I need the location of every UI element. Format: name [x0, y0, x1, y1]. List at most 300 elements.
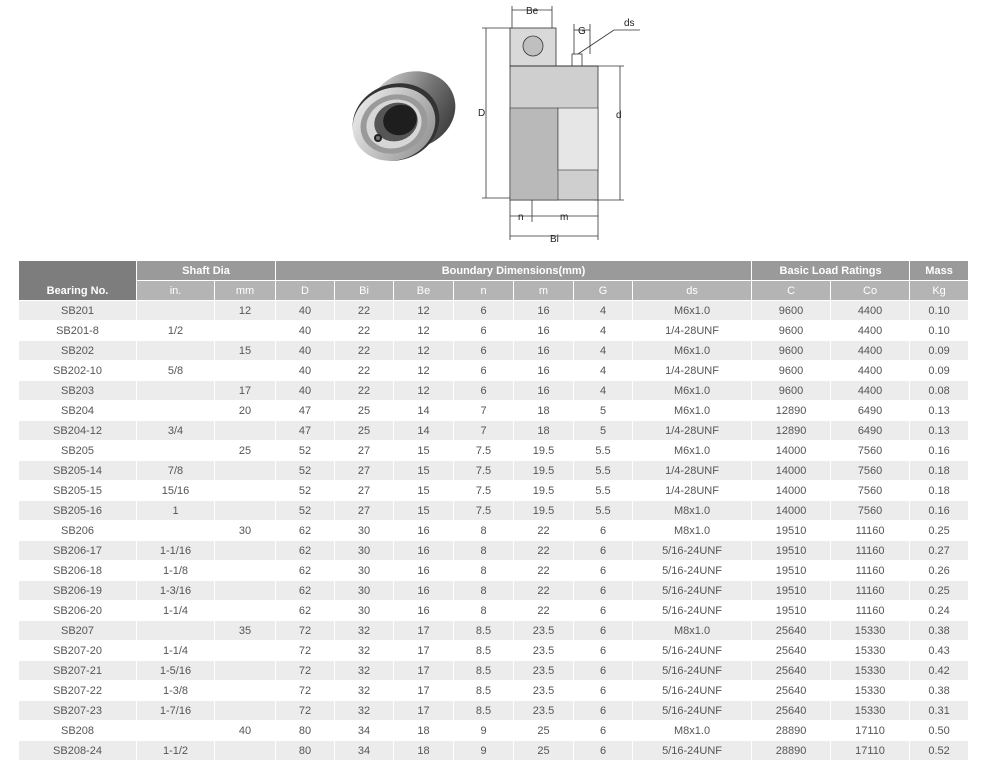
cell-ds: 1/4-28UNF [633, 481, 752, 501]
cell-shaft-in: 1-1/4 [137, 601, 215, 621]
cell-C: 9600 [752, 381, 831, 401]
cell-m: 22 [514, 521, 574, 541]
cell-Bi: 32 [335, 661, 394, 681]
cell-shaft-in: 1-7/16 [137, 701, 215, 721]
table-row [19, 441, 969, 461]
cell-mass-kg: 0.16 [910, 441, 969, 461]
cell-shaft-mm [215, 461, 276, 481]
sub-header-in: in. [137, 281, 215, 301]
cell-shaft-in [137, 401, 215, 421]
cell-Be: 16 [394, 521, 454, 541]
cell-shaft-mm: 35 [215, 621, 276, 641]
cell-C: 14000 [752, 441, 831, 461]
cell-bearing-no: SB207-23 [19, 701, 137, 721]
cell-Bi: 22 [335, 341, 394, 361]
cell-Be: 17 [394, 621, 454, 641]
cell-ds: 5/16-24UNF [633, 581, 752, 601]
cell-Be: 15 [394, 481, 454, 501]
cell-G: 6 [574, 621, 633, 641]
cell-shaft-mm [215, 701, 276, 721]
cell-C: 19510 [752, 581, 831, 601]
cell-m: 25 [514, 721, 574, 741]
cell-mass-kg: 0.50 [910, 721, 969, 741]
cell-bearing-no: SB202-10 [19, 361, 137, 381]
label-m: m [560, 212, 569, 223]
cell-mass-kg: 0.09 [910, 341, 969, 361]
cell-bearing-no: SB203 [19, 381, 137, 401]
cell-Co: 15330 [831, 681, 910, 701]
cell-Be: 18 [394, 741, 454, 761]
header-load-ratings: Basic Load Ratings [752, 261, 910, 281]
cell-Co: 11160 [831, 581, 910, 601]
table-row [19, 661, 969, 681]
cell-m: 22 [514, 541, 574, 561]
cell-n: 7 [454, 401, 514, 421]
cell-n: 8 [454, 541, 514, 561]
cell-ds: 5/16-24UNF [633, 541, 752, 561]
cell-n: 7.5 [454, 501, 514, 521]
cell-G: 5 [574, 421, 633, 441]
cell-Bi: 34 [335, 741, 394, 761]
cell-bearing-no: SB205-16 [19, 501, 137, 521]
cell-D: 52 [276, 461, 335, 481]
cell-n: 6 [454, 321, 514, 341]
cell-bearing-no: SB207-22 [19, 681, 137, 701]
cell-C: 14000 [752, 481, 831, 501]
cell-bearing-no: SB206-20 [19, 601, 137, 621]
cell-ds: M6x1.0 [633, 301, 752, 321]
sub-header-Kg: Kg [910, 281, 969, 301]
header-bearing-no: Bearing No. [19, 261, 137, 301]
cell-Co: 11160 [831, 541, 910, 561]
cell-m: 22 [514, 561, 574, 581]
cell-n: 9 [454, 741, 514, 761]
cell-Be: 12 [394, 381, 454, 401]
table-row [19, 701, 969, 721]
cell-Be: 15 [394, 441, 454, 461]
cell-m: 23.5 [514, 701, 574, 721]
cell-shaft-mm [215, 561, 276, 581]
table-row [19, 501, 969, 521]
cell-C: 9600 [752, 321, 831, 341]
cell-Bi: 30 [335, 521, 394, 541]
cell-ds: M6x1.0 [633, 341, 752, 361]
cell-Co: 7560 [831, 461, 910, 481]
label-g: G [578, 26, 586, 37]
cell-G: 6 [574, 661, 633, 681]
label-bi: Bi [550, 234, 559, 245]
cell-Co: 17110 [831, 741, 910, 761]
table-row [19, 321, 969, 341]
cell-D: 62 [276, 561, 335, 581]
cell-n: 6 [454, 381, 514, 401]
cell-C: 25640 [752, 641, 831, 661]
cell-shaft-in: 1-1/8 [137, 561, 215, 581]
cell-bearing-no: SB206-18 [19, 561, 137, 581]
cell-Be: 16 [394, 601, 454, 621]
cell-G: 6 [574, 521, 633, 541]
cell-mass-kg: 0.26 [910, 561, 969, 581]
cell-ds: 5/16-24UNF [633, 641, 752, 661]
cell-ds: M6x1.0 [633, 401, 752, 421]
cell-shaft-in: 1 [137, 501, 215, 521]
cell-shaft-mm [215, 541, 276, 561]
sub-header-mm: mm [215, 281, 276, 301]
cell-Be: 12 [394, 341, 454, 361]
cell-D: 40 [276, 321, 335, 341]
cell-C: 25640 [752, 621, 831, 641]
cell-Co: 15330 [831, 621, 910, 641]
cell-Bi: 32 [335, 701, 394, 721]
cell-bearing-no: SB206-19 [19, 581, 137, 601]
cell-D: 62 [276, 601, 335, 621]
cell-shaft-mm [215, 481, 276, 501]
sub-header-row [19, 281, 969, 301]
sub-header-C: C [752, 281, 831, 301]
cell-shaft-mm: 15 [215, 341, 276, 361]
cell-G: 5.5 [574, 481, 633, 501]
cell-n: 8.5 [454, 681, 514, 701]
cell-shaft-in [137, 621, 215, 641]
cell-D: 72 [276, 681, 335, 701]
label-d-inner: d [616, 110, 622, 121]
cell-ds: 1/4-28UNF [633, 461, 752, 481]
sub-header-m: m [514, 281, 574, 301]
cell-shaft-in: 1-1/2 [137, 741, 215, 761]
cell-shaft-in [137, 721, 215, 741]
cell-mass-kg: 0.38 [910, 681, 969, 701]
cell-G: 6 [574, 741, 633, 761]
table-row [19, 721, 969, 741]
cell-m: 22 [514, 601, 574, 621]
cell-Be: 15 [394, 501, 454, 521]
cell-bearing-no: SB207 [19, 621, 137, 641]
cell-G: 5 [574, 401, 633, 421]
cell-D: 40 [276, 301, 335, 321]
cell-shaft-in: 1/2 [137, 321, 215, 341]
cell-m: 25 [514, 741, 574, 761]
cell-C: 25640 [752, 701, 831, 721]
cell-m: 23.5 [514, 641, 574, 661]
cell-ds: M8x1.0 [633, 521, 752, 541]
cell-ds: 1/4-28UNF [633, 361, 752, 381]
cell-m: 18 [514, 401, 574, 421]
cell-m: 23.5 [514, 661, 574, 681]
cell-bearing-no: SB201 [19, 301, 137, 321]
spec-table-body [19, 301, 969, 761]
cell-D: 72 [276, 661, 335, 681]
cell-Bi: 27 [335, 481, 394, 501]
cell-bearing-no: SB204 [19, 401, 137, 421]
group-header-row [19, 261, 969, 281]
cell-Bi: 27 [335, 441, 394, 461]
cell-Bi: 30 [335, 601, 394, 621]
cell-n: 8 [454, 581, 514, 601]
cell-m: 16 [514, 381, 574, 401]
cell-Co: 6490 [831, 401, 910, 421]
cell-ds: 1/4-28UNF [633, 321, 752, 341]
cell-m: 16 [514, 341, 574, 361]
cell-D: 72 [276, 701, 335, 721]
cell-shaft-in [137, 521, 215, 541]
cell-Bi: 25 [335, 421, 394, 441]
cell-Bi: 22 [335, 321, 394, 341]
cell-mass-kg: 0.10 [910, 301, 969, 321]
sub-header-Bi: Bi [335, 281, 394, 301]
cell-n: 7.5 [454, 441, 514, 461]
cell-C: 14000 [752, 461, 831, 481]
cell-ds: M8x1.0 [633, 621, 752, 641]
cell-D: 40 [276, 341, 335, 361]
cell-shaft-in: 1-3/8 [137, 681, 215, 701]
cell-m: 23.5 [514, 681, 574, 701]
cell-bearing-no: SB208 [19, 721, 137, 741]
cell-Be: 14 [394, 421, 454, 441]
cell-bearing-no: SB208-24 [19, 741, 137, 761]
cell-n: 6 [454, 301, 514, 321]
cell-shaft-in [137, 441, 215, 461]
cell-Co: 7560 [831, 501, 910, 521]
cell-Bi: 22 [335, 381, 394, 401]
cell-ds: M6x1.0 [633, 381, 752, 401]
cell-ds: 5/16-24UNF [633, 681, 752, 701]
cell-C: 9600 [752, 361, 831, 381]
cell-bearing-no: SB207-20 [19, 641, 137, 661]
cell-mass-kg: 0.10 [910, 321, 969, 341]
cell-Co: 15330 [831, 641, 910, 661]
table-row [19, 741, 969, 761]
cell-C: 19510 [752, 521, 831, 541]
cell-bearing-no: SB207-21 [19, 661, 137, 681]
table-row [19, 401, 969, 421]
cell-Bi: 32 [335, 681, 394, 701]
cell-m: 18 [514, 421, 574, 441]
cell-shaft-mm: 30 [215, 521, 276, 541]
cell-C: 9600 [752, 301, 831, 321]
bearing-spec-table [18, 260, 969, 761]
cell-Bi: 25 [335, 401, 394, 421]
table-row [19, 481, 969, 501]
cell-bearing-no: SB205 [19, 441, 137, 461]
cell-shaft-mm [215, 741, 276, 761]
sub-header-D: D [276, 281, 335, 301]
cell-Co: 17110 [831, 721, 910, 741]
cell-ds: 1/4-28UNF [633, 421, 752, 441]
table-row [19, 301, 969, 321]
cell-mass-kg: 0.25 [910, 521, 969, 541]
label-d-outer: D [478, 108, 486, 119]
sub-header-Co: Co [831, 281, 910, 301]
header-mass: Mass [910, 261, 969, 281]
cell-D: 47 [276, 421, 335, 441]
cell-m: 22 [514, 581, 574, 601]
cell-shaft-in [137, 341, 215, 361]
table-row [19, 581, 969, 601]
cell-Co: 15330 [831, 701, 910, 721]
cell-D: 40 [276, 381, 335, 401]
cell-ds: M8x1.0 [633, 721, 752, 741]
cell-G: 5.5 [574, 461, 633, 481]
cell-G: 4 [574, 321, 633, 341]
cell-m: 23.5 [514, 621, 574, 641]
cell-mass-kg: 0.38 [910, 621, 969, 641]
cell-shaft-in: 7/8 [137, 461, 215, 481]
cell-bearing-no: SB202 [19, 341, 137, 361]
cell-shaft-in: 1-3/16 [137, 581, 215, 601]
cell-shaft-in [137, 381, 215, 401]
cell-m: 16 [514, 301, 574, 321]
cell-shaft-mm [215, 361, 276, 381]
label-be: Be [526, 6, 539, 17]
cell-ds: 5/16-24UNF [633, 561, 752, 581]
cell-shaft-mm [215, 321, 276, 341]
cell-n: 8.5 [454, 701, 514, 721]
cell-shaft-mm [215, 581, 276, 601]
cell-D: 72 [276, 621, 335, 641]
cell-G: 6 [574, 701, 633, 721]
table-row [19, 461, 969, 481]
cell-mass-kg: 0.13 [910, 421, 969, 441]
table-row [19, 381, 969, 401]
cell-shaft-mm: 12 [215, 301, 276, 321]
cell-Be: 17 [394, 681, 454, 701]
cell-Bi: 27 [335, 501, 394, 521]
cell-m: 19.5 [514, 481, 574, 501]
cell-Bi: 30 [335, 561, 394, 581]
cell-G: 6 [574, 541, 633, 561]
cell-ds: 5/16-24UNF [633, 741, 752, 761]
cell-D: 72 [276, 641, 335, 661]
cell-G: 6 [574, 581, 633, 601]
cell-shaft-in: 15/16 [137, 481, 215, 501]
cell-mass-kg: 0.09 [910, 361, 969, 381]
sub-header-G: G [574, 281, 633, 301]
cell-Co: 7560 [831, 481, 910, 501]
cell-n: 8.5 [454, 641, 514, 661]
cell-mass-kg: 0.18 [910, 461, 969, 481]
table-row [19, 521, 969, 541]
cell-C: 19510 [752, 601, 831, 621]
figure-area [0, 0, 985, 258]
header-shaft-dia: Shaft Dia [137, 261, 276, 281]
cell-G: 6 [574, 681, 633, 701]
dimension-drawing [474, 0, 650, 246]
cell-G: 4 [574, 381, 633, 401]
cell-G: 4 [574, 301, 633, 321]
cell-Be: 18 [394, 721, 454, 741]
cell-Co: 11160 [831, 561, 910, 581]
cell-shaft-in [137, 301, 215, 321]
cell-Be: 14 [394, 401, 454, 421]
sub-header-Be: Be [394, 281, 454, 301]
cell-mass-kg: 0.13 [910, 401, 969, 421]
cell-shaft-mm [215, 421, 276, 441]
header-boundary-dimensions: Boundary Dimensions(mm) [276, 261, 752, 281]
cell-m: 19.5 [514, 441, 574, 461]
table-row [19, 641, 969, 661]
cell-mass-kg: 0.42 [910, 661, 969, 681]
cell-shaft-in: 1-1/16 [137, 541, 215, 561]
cell-Be: 15 [394, 461, 454, 481]
table-row [19, 341, 969, 361]
cell-ds: M6x1.0 [633, 441, 752, 461]
cell-Bi: 30 [335, 541, 394, 561]
cell-Co: 11160 [831, 601, 910, 621]
cell-mass-kg: 0.08 [910, 381, 969, 401]
cell-m: 16 [514, 361, 574, 381]
cell-m: 19.5 [514, 501, 574, 521]
cell-shaft-mm [215, 601, 276, 621]
cell-n: 8.5 [454, 661, 514, 681]
cell-Bi: 34 [335, 721, 394, 741]
cell-D: 52 [276, 441, 335, 461]
cell-mass-kg: 0.31 [910, 701, 969, 721]
cell-shaft-in: 1-5/16 [137, 661, 215, 681]
cell-Be: 16 [394, 541, 454, 561]
cell-shaft-in: 5/8 [137, 361, 215, 381]
cell-C: 9600 [752, 341, 831, 361]
cell-mass-kg: 0.43 [910, 641, 969, 661]
cell-shaft-mm: 17 [215, 381, 276, 401]
cell-G: 6 [574, 641, 633, 661]
cell-n: 7 [454, 421, 514, 441]
cell-Bi: 30 [335, 581, 394, 601]
cell-ds: 5/16-24UNF [633, 601, 752, 621]
cell-ds: 5/16-24UNF [633, 701, 752, 721]
cell-mass-kg: 0.27 [910, 541, 969, 561]
cell-C: 28890 [752, 721, 831, 741]
cell-Co: 4400 [831, 361, 910, 381]
cell-n: 8.5 [454, 621, 514, 641]
cell-D: 80 [276, 741, 335, 761]
cell-ds: 5/16-24UNF [633, 661, 752, 681]
cell-Be: 16 [394, 561, 454, 581]
cell-n: 6 [454, 341, 514, 361]
cell-shaft-mm: 25 [215, 441, 276, 461]
table-row [19, 421, 969, 441]
cell-D: 62 [276, 581, 335, 601]
cell-Co: 4400 [831, 321, 910, 341]
cell-shaft-mm: 40 [215, 721, 276, 741]
cell-n: 8 [454, 561, 514, 581]
cell-n: 6 [454, 361, 514, 381]
cell-n: 8 [454, 521, 514, 541]
cell-D: 47 [276, 401, 335, 421]
table-row [19, 601, 969, 621]
table-row [19, 621, 969, 641]
cell-shaft-in: 1-1/4 [137, 641, 215, 661]
cell-n: 7.5 [454, 461, 514, 481]
cell-m: 16 [514, 321, 574, 341]
table-row [19, 681, 969, 701]
cell-shaft-mm: 20 [215, 401, 276, 421]
table-row [19, 561, 969, 581]
cell-G: 4 [574, 341, 633, 361]
cell-C: 19510 [752, 561, 831, 581]
cell-mass-kg: 0.25 [910, 581, 969, 601]
cell-C: 12890 [752, 401, 831, 421]
cell-Bi: 22 [335, 301, 394, 321]
cell-Be: 17 [394, 701, 454, 721]
cell-Bi: 22 [335, 361, 394, 381]
cell-C: 12890 [752, 421, 831, 441]
cell-mass-kg: 0.52 [910, 741, 969, 761]
cell-G: 6 [574, 601, 633, 621]
cell-ds: M8x1.0 [633, 501, 752, 521]
cell-shaft-mm [215, 681, 276, 701]
label-n: n [518, 212, 524, 223]
cell-mass-kg: 0.18 [910, 481, 969, 501]
